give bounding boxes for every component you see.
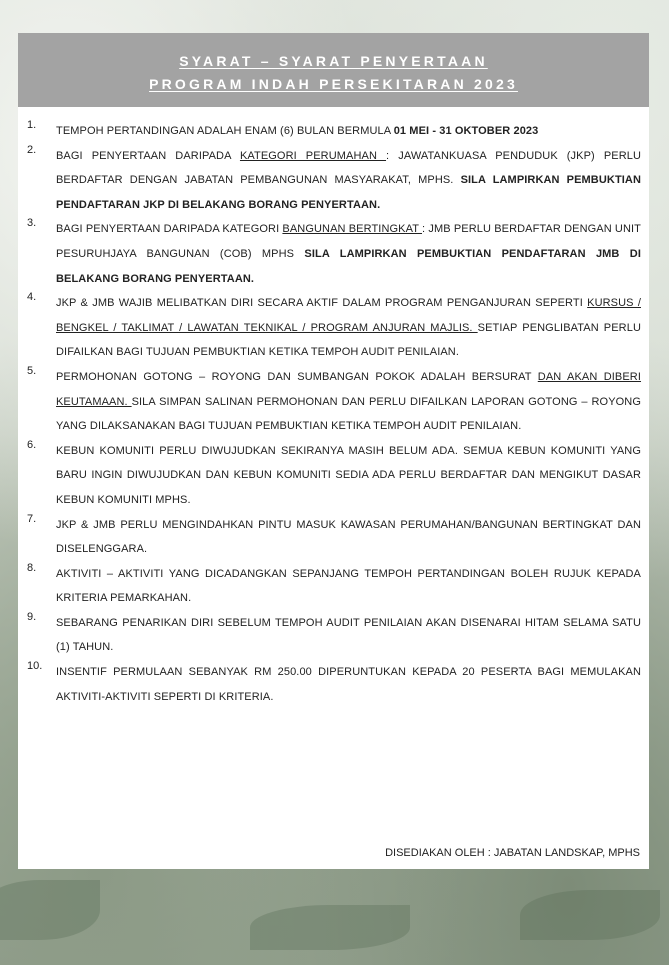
item-text <box>56 291 641 365</box>
item-number: 9. <box>27 610 37 623</box>
underlined-text: DAN AKAN DIBERI KEUTAMAAN. <box>56 370 642 408</box>
item-text-segment: SETIAP PENGLIBATAN PERLU DIFAILKAN BAGI TUJUAN PEMBUKTIAN KETIKA TEMPOH AUDIT PENILAIAN. <box>56 321 641 359</box>
title-banner <box>18 33 649 107</box>
background-foliage <box>0 880 100 940</box>
underlined-text: BANGUNAN BERTINGKAT <box>282 223 423 236</box>
item-text <box>56 365 641 439</box>
item-text <box>56 611 641 660</box>
item-text <box>56 144 641 218</box>
item-number: 4. <box>27 291 37 304</box>
item-text <box>56 513 641 562</box>
item-number: 8. <box>27 561 37 574</box>
item-text-segment: PERMOHONAN GOTONG – ROYONG DAN SUMBANGAN POKOK ADALAH BERSURAT <box>56 370 538 383</box>
list-item <box>18 144 649 218</box>
list-item <box>18 119 649 144</box>
item-number: 10. <box>27 660 43 673</box>
item-text-segment: BAGI PENYERTAAN DARIPADA KATEGORI <box>56 223 283 236</box>
item-text-segment: AKTIVITI – AKTIVITI YANG DICADANGKAN SEPANJANG TEMPOH PERTANDINGAN BOLEH RUJUK KEPADA KRITERIA PEMARKAHAN. <box>56 567 641 605</box>
item-number: 3. <box>27 217 37 230</box>
item-text-segment: JKP & JMB PERLU MENGINDAHKAN PINTU MASUK KAWASAN PERUMAHAN/BANGUNAN BERTINGKAT DAN DISELENGGARA. <box>56 518 641 556</box>
title-line-1: SYARAT – SYARAT PENYERTAAN <box>179 53 488 69</box>
item-text-segment: JKP & JMB WAJIB MELIBATKAN DIRI SECARA AKTIF DALAM PROGRAM PENGANJURAN SEPERTI <box>56 297 588 310</box>
list-item <box>18 439 649 513</box>
item-number: 5. <box>27 364 37 377</box>
item-text-segment: : JMB PERLU BERDAFTAR DENGAN UNIT PESURUHJAYA BANGUNAN (COB) MPHS <box>56 223 641 260</box>
item-text <box>56 660 641 709</box>
item-text <box>56 439 641 513</box>
list-item <box>18 513 649 562</box>
item-text-segment: BAGI PENYERTAAN DARIPADA <box>56 149 240 162</box>
item-text-segment: TEMPOH PERTANDINGAN ADALAH ENAM (6) BULAN BERMULA <box>56 125 394 137</box>
document-card <box>18 33 649 869</box>
item-number: 7. <box>27 512 37 525</box>
title-line-2: PROGRAM INDAH PERSEKITARAN 2023 <box>149 76 518 92</box>
underlined-text: KATEGORI PERUMAHAN <box>239 149 387 162</box>
item-text <box>56 562 641 611</box>
prepared-by: DISEDIAKAN OLEH : JABATAN LANDSKAP, MPHS <box>385 847 640 859</box>
bold-text: 01 MEI - 31 OKTOBER 2023 <box>393 125 539 137</box>
background-foliage <box>520 890 660 940</box>
item-text-segment: SILA SIMPAN SALINAN PERMOHONAN DAN PERLU DIFAILKAN LAPORAN GOTONG – ROYONG YANG DILAKSANAKAN BAGI TUJUAN PEMBUKTIAN KETIKA TEMPOH AUDIT PENILAIAN. <box>56 395 642 433</box>
list-item <box>18 611 649 660</box>
item-text-segment: SEBARANG PENARIKAN DIRI SEBELUM TEMPOH AUDIT PENILAIAN AKAN DISENARAI HITAM SELAMA SATU (1) TAHUN. <box>56 616 641 654</box>
item-number: 2. <box>27 143 37 156</box>
item-text-segment: INSENTIF PERMULAAN SEBANYAK RM 250.00 DIPERUNTUKAN KEPADA 20 PESERTA BAGI MEMULAKAN AKTIVITI-AKTIVITI SEPERTI DI KRITERIA. <box>56 666 641 703</box>
item-text-segment: : JAWATANKUASA PENDUDUK (JKP) PERLU BERDAFTAR DENGAN JABATAN PEMBANGUNAN MASYARAKAT, MPHS. <box>56 149 642 187</box>
item-text <box>56 119 641 144</box>
item-text-segment: KEBUN KOMUNITI PERLU DIWUJUDKAN SEKIRANYA MASIH BELUM ADA. SEMUA KEBUN KOMUNITI YANG BARU INGIN DIWUJUDKAN DAN KEBUN KOMUNITI SEDIA ADA PERLU BERDAFTAR DAN MENGIKUT DASAR KEBUN KOMUNITI MPHS. <box>56 444 641 506</box>
bold-text: SILA LAMPIRKAN PEMBUKTIAN PENDAFTARAN JMB DI BELAKANG BORANG PENYERTAAN. <box>56 247 641 285</box>
background-foliage <box>250 905 410 950</box>
list-item <box>18 365 649 439</box>
list-item <box>18 562 649 611</box>
underlined-text: KURSUS / BENGKEL / TAKLIMAT / LAWATAN TEKNIKAL / PROGRAM ANJURAN MAJLIS. <box>56 297 641 334</box>
item-number: 1. <box>27 119 37 131</box>
bold-text: SILA LAMPIRKAN PEMBUKTIAN PENDAFTARAN JKP DI BELAKANG BORANG PENYERTAAN. <box>56 174 642 211</box>
item-number: 6. <box>27 438 37 451</box>
list-item <box>18 217 649 291</box>
conditions-list <box>18 119 649 709</box>
list-item <box>18 291 649 365</box>
list-item <box>18 660 649 709</box>
item-text <box>56 217 641 291</box>
